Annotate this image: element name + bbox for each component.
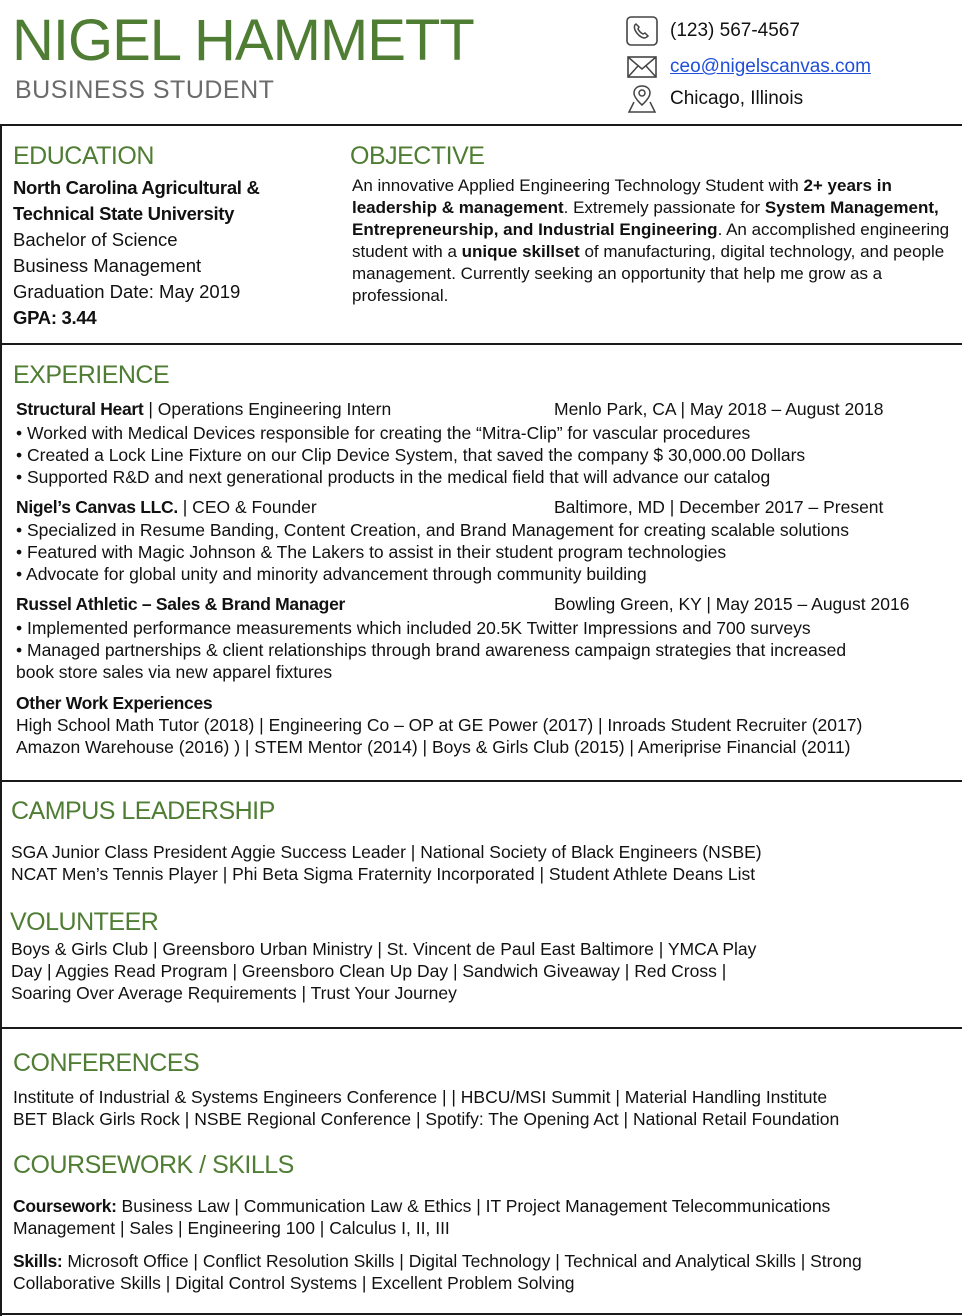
degree: Bachelor of Science (13, 229, 178, 250)
volunteer-text (11, 938, 941, 1004)
school-name-line1: North Carolina Agricultural & (13, 177, 260, 198)
skills-line (13, 1250, 943, 1272)
coursework-text (13, 1195, 943, 1239)
leadership-text (11, 841, 941, 885)
job-bullets (16, 422, 946, 488)
skills-label: Skills: (13, 1251, 63, 1271)
job-bullets (16, 617, 946, 683)
leadership-line: SGA Junior Class President Aggie Success Leader | National Society of Black Engineers (NSBE) (11, 842, 762, 862)
job-header (16, 594, 946, 615)
location-text: Chicago, Illinois (670, 88, 804, 109)
objective-heading: OBJECTIVE (350, 142, 485, 170)
objective-text (352, 175, 952, 307)
objective-part: . Extremely passionate for (563, 198, 765, 217)
email-link[interactable]: ceo@nigelscanvas.com (670, 56, 871, 77)
phone-icon (626, 16, 658, 46)
candidate-name: NIGEL HAMMETT (12, 8, 474, 73)
education-heading: EDUCATION (13, 142, 154, 170)
candidate-title: BUSINESS STUDENT (15, 76, 275, 104)
conferences-heading: CONFERENCES (13, 1049, 200, 1077)
other-experience-line: High School Math Tutor (2018) | Engineering Co – OP at GE Power (2017) | Inroads Student Recruiter (2017) (16, 715, 863, 735)
job-meta: Menlo Park, CA | May 2018 – August 2018 (554, 399, 884, 419)
list-item: • Featured with Magic Johnson & The Lakers to assist in their student program technologies (16, 542, 727, 562)
list-item: • Specialized in Resume Banding, Content Creation, and Brand Management for creating scalable solutions (16, 520, 850, 540)
divider (0, 1027, 962, 1029)
education-block (13, 175, 260, 331)
location-row (626, 84, 946, 114)
gpa: GPA: 3.44 (13, 307, 97, 328)
divider (0, 780, 962, 782)
envelope-icon (626, 52, 658, 82)
other-experience-line: Amazon Warehouse (2016) ) | STEM Mentor (2014) | Boys & Girls Club (2015) | Ameriprise Financial (2011) (16, 737, 851, 757)
objective-bold: System Management, Entrepreneurship, and Industrial Engineering (352, 198, 939, 239)
skills-line: Collaborative Skills | Digital Control Systems | Excellent Problem Solving (13, 1273, 575, 1293)
skills-value: Microsoft Office | Conflict Resolution Skills | Digital Technology | Technical and Analytical Skills | Strong (62, 1251, 862, 1271)
divider (0, 343, 962, 345)
objective-part: of manufacturing, digital technology, and people management. Currently seeking an opportunity that help me grow as a professional. (352, 242, 945, 305)
list-item: • Supported R&D and next generational products in the medical field that will advance our catalog (16, 467, 771, 487)
conferences-text (13, 1086, 943, 1130)
coursework-line: Management | Sales | Engineering 100 | Calculus I, II, III (13, 1218, 450, 1238)
coursework-heading: COURSEWORK / SKILLS (13, 1151, 294, 1179)
list-item: • Worked with Medical Devices responsible for creating the “Mitra-Clip” for vascular procedures (16, 423, 751, 443)
phone-row (626, 16, 946, 46)
job-company: Structural Heart (16, 399, 144, 419)
job-bullets (16, 519, 946, 585)
objective-part: . An accomplished engineering student with a (352, 220, 950, 261)
coursework-line (13, 1195, 943, 1217)
conference-line: BET Black Girls Rock | NSBE Regional Conference | Spotify: The Opening Act | National Retail Foundation (13, 1109, 840, 1129)
school-name-line2: Technical State University (13, 203, 235, 224)
list-item: book store sales via new apparel fixtures (16, 662, 333, 682)
job-role: | CEO & Founder (177, 497, 317, 517)
divider (0, 1313, 962, 1315)
experience-heading: EXPERIENCE (13, 361, 170, 389)
list-item: • Implemented performance measurements which included 20.5K Twitter Impressions and 700 surveys (16, 618, 811, 638)
list-item: • Created a Lock Line Fixture on our Clip Device System, that saved the company $ 30,000.00 Dollars (16, 445, 806, 465)
left-border (0, 124, 2, 1316)
resume-header (0, 0, 962, 126)
list-item: • Managed partnerships & client relationships through brand awareness campaign strategies that increased (16, 640, 847, 660)
location-pin-icon (626, 84, 658, 114)
leadership-line: NCAT Men’s Tennis Player | Phi Beta Sigma Fraternity Incorporated | Student Athlete Deans List (11, 864, 756, 884)
job-header (16, 399, 946, 420)
email-row (626, 52, 946, 82)
volunteer-line: Boys & Girls Club | Greensboro Urban Ministry | St. Vincent de Paul East Baltimore | YMCA Play (11, 939, 757, 959)
graduation-date: Graduation Date: May 2019 (13, 281, 241, 302)
phone-text: (123) 567-4567 (670, 20, 800, 41)
volunteer-line: Day | Aggies Read Program | Greensboro Clean Up Day | Sandwich Giveaway | Red Cross | (11, 961, 727, 981)
objective-part: An innovative Applied Engineering Technology Student with (352, 176, 804, 195)
objective-bold: unique skillset (461, 242, 580, 261)
conference-line: Institute of Industrial & Systems Engineers Conference | | HBCU/MSI Summit | Material Handling Institute (13, 1087, 828, 1107)
other-experience-heading: Other Work Experiences (16, 693, 213, 713)
leadership-heading: CAMPUS LEADERSHIP (11, 797, 275, 825)
major: Business Management (13, 255, 202, 276)
job-header (16, 497, 946, 518)
skills-text (13, 1250, 943, 1294)
job-company: Russel Athletic – Sales & Brand Manager (16, 594, 346, 614)
job-meta: Baltimore, MD | December 2017 – Present (554, 497, 884, 517)
job-company: Nigel’s Canvas LLC. (16, 497, 178, 517)
coursework-label: Coursework: (13, 1196, 117, 1216)
list-item: • Advocate for global unity and minority advancement through community building (16, 564, 647, 584)
objective-bold: 2+ years in leadership & management (352, 176, 892, 217)
coursework-value: Business Law | Communication Law & Ethics | IT Project Management Telecommunications (116, 1196, 831, 1216)
divider (0, 124, 962, 126)
volunteer-line: Soaring Over Average Requirements | Trust Your Journey (11, 983, 457, 1003)
other-experience (16, 692, 946, 758)
job-role: | Operations Engineering Intern (143, 399, 392, 419)
volunteer-heading: VOLUNTEER (10, 908, 159, 936)
job-meta: Bowling Green, KY | May 2015 – August 2016 (554, 594, 910, 614)
